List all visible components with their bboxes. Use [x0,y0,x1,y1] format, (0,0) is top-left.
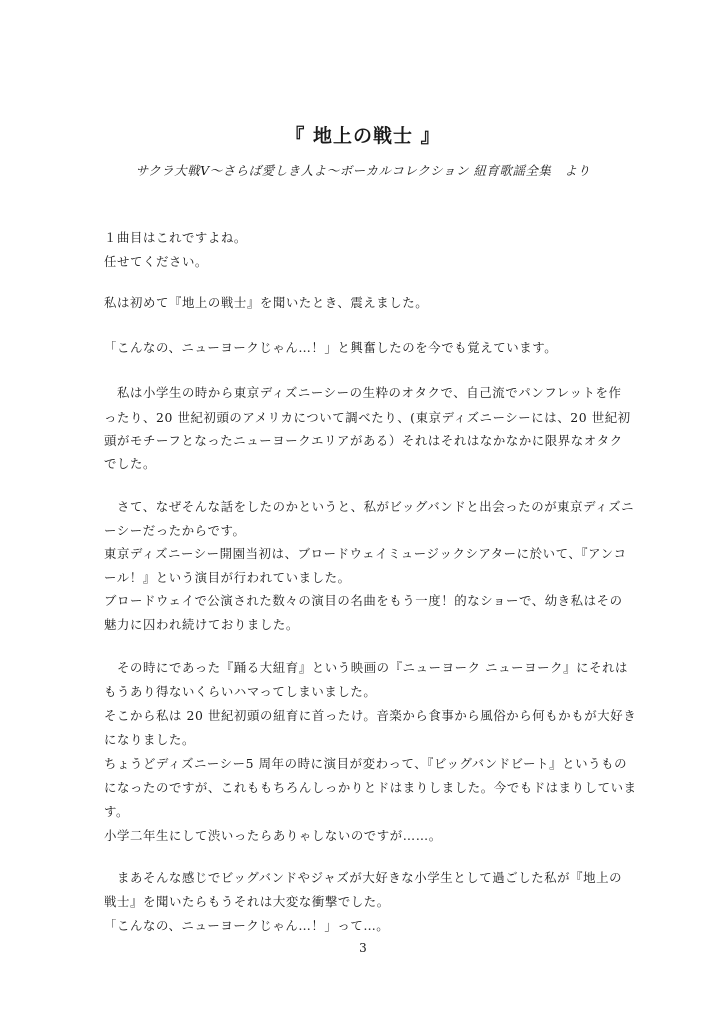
body-line: 「こんなの、ニューヨークじゃん…！」と興奮したのを今でも覚えています。 [104,340,558,355]
body-line: になったのですが、これももちろんしっかりとドはまりしました。今でもドはまりしていま [104,780,637,795]
body-line: 「こんなの、ニューヨークじゃん…！」って…。 [104,918,390,933]
body-line: さて、なぜそんな話をしたのかというと、私がビッグバンドと出会ったのが東京ディズニ [104,499,635,514]
body-line: 私は初めて『地上の戦士』を聞いたとき、震えました。 [104,295,429,310]
body-line: になりました。 [104,732,195,747]
body-line: １曲目はこれですよね。 [104,230,247,245]
body-line: 戦士』を聞いたらもうそれは大変な衝撃でした。 [104,894,390,909]
page-number: 3 [359,941,367,955]
body-line: ール！』という演目が行われていました。 [104,570,351,585]
body-line: でした。 [104,456,156,471]
body-line: もうあり得ないくらいハマってしまいました。 [104,684,377,699]
body-line: 魅力に囚われ続けておりました。 [104,617,299,632]
body-line: そこから私は 20 世紀初頭の紐育に首ったけ。音楽から食事から風俗から何もかもが大好き [104,708,637,723]
body-line: 小学二年生にして渋いったらありゃしないのですが……。 [104,828,442,843]
body-line: 任せてください。 [104,254,208,269]
page-title: 『 地上の戦士 』 [285,125,441,147]
body-line: その時にであった『踊る大紐育』という映画の『ニューヨーク ニューヨーク』にそれは [104,660,629,675]
body-line: ちょうどディズニーシー5 周年の時に演目が変わって、『ビッグバンドビート』というもの [104,756,628,771]
body-line: 私は小学生の時から東京ディズニーシーの生粋のオタクで、自己流でパンフレットを作 [104,385,622,400]
body-line: ブロードウェイで公演された数々の演目の名曲をもう一度！的なショーで、幼き私はその [104,593,623,608]
body-line: 頭がモチーフとなったニューヨークエリアがある）それはそれはなかなかに限界なオタク [104,433,623,448]
body-line: ーシーだったからです。 [104,523,246,538]
body-line: ったり、20 世紀初頭のアメリカについて調べたり、(東京ディズニーシーには、20 世紀初 [104,410,631,425]
page-subtitle: サクラ大戦Ⅴ～さらば愛しき人よ～ボーカルコレクション 紐育歌謡全集 より [135,163,591,178]
body-line: まあそんな感じでビッグバンドやジャズが大好きな小学生として過ごした私が『地上の [104,870,623,885]
body-line: 東京ディズニーシー開園当初は、ブロードウェイミュージックシアターに於いて、『アンコ [104,546,627,561]
body-line: す。 [104,804,129,819]
